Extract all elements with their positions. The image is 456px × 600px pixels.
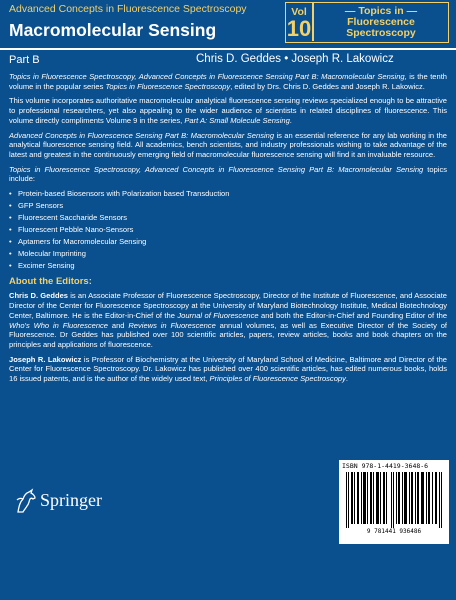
bullet: • [9,213,12,223]
bullet: • [9,225,12,235]
volume-badge [285,2,449,43]
topics-title: Topics in Fluorescence Spectroscopy, Advanced Concepts in Fluorescence Sensing Part B: Macromolecular Sensing [9,164,424,174]
topic-text: Molecular Imprinting [18,249,86,259]
header [0,0,456,48]
bullet: • [9,249,12,259]
geddes-whos-who: Who's Who in Fluorescence [9,320,109,330]
topic-text: Fluorescent Pebble Nano-Sensors [18,225,134,235]
editor-name: Chris D. Geddes [9,291,68,301]
geddes-text-2: and both the Editor-in-Chief and Founding Editor of the [258,310,448,320]
list-item [9,213,447,223]
topic-text: Aptamers for Macromolecular Sensing [18,237,147,247]
topic-text: GFP Sensors [18,201,64,211]
topic-text: Protein-based Biosensors with Polarization based Transduction [18,189,230,199]
topic-text: Excimer Sensing [18,261,75,271]
paragraph-topics-intro [9,165,447,184]
lakowicz-text-2: . [345,374,348,384]
list-item [9,201,447,211]
list-item [9,249,447,259]
audience-text: is an essential reference for any lab working in the analytical fluorescence sensing field. All academics, bench scientists, and industry professionals wishing to take advantage of the latest and greatest in the continuously emerging field of macromolecular fluorescence sensing will find it an invaluable resource. [9,130,447,159]
scope-companion: Part A: Small Molecule Sensing [184,115,290,125]
editor-name: Joseph R. Lakowicz [9,354,82,364]
list-item [9,189,447,199]
geddes-text-4: annual volumes, as well as Executive Director of the Society of Fluorescence. Dr Geddes has published over 100 scientific articles, papers, review articles, books and book chapters on the principles and applications of fluorescence. [9,320,448,349]
lakowicz-book: Principles of Fluorescence Spectroscopy [209,374,346,384]
scope-end: . [289,115,292,125]
paragraph-scope [9,96,447,125]
bullet: • [9,261,12,271]
scope-text: This volume incorporates authoritative macromolecular analytical fluorescence sensing reviews specialized enough to be attractive to professional researchers, yet also appealing to the wider audience of scientists in related disciplines of fluorescence. This volume directly compliments Volume 9 in the series, [9,96,447,125]
audience-title: Advanced Concepts in Fluorescence Sensing Part B: Macromolecular Sensing [9,130,275,140]
series-title: Advanced Concepts in Fluorescence Spectroscopy [9,3,247,15]
volume-label: Vol [291,6,307,18]
intro-text: is the tenth volume in the popular series [9,72,447,91]
springer-horse-icon [14,488,38,514]
geddes-journal: Journal of Fluorescence [177,310,259,320]
barcode-icon [344,472,444,528]
topics-intro-text: topics include: [9,164,447,184]
description [9,72,447,389]
ean-digits: 9 781441 936486 [366,528,422,535]
book-title: Macromolecular Sensing [9,20,217,40]
intro-title: Topics in Fluorescence Spectroscopy, Advanced Concepts in Fluorescence Sensing Part B: Macromolecular Sensing, [9,72,407,81]
intro-end: , edited by Drs. Chris D. Geddes and Joseph R. Lakowicz. [230,81,425,91]
geddes-reviews: Reviews in Fluorescence [128,320,216,330]
geddes-text-3: and [108,320,129,330]
list-item [9,225,447,235]
topics-list [9,189,447,271]
series-badge-line2: Fluorescence [347,16,415,28]
series-badge-line3: Spectroscopy [346,27,416,39]
isbn-text: ISBN 978-1-4419-3648-6 [342,462,429,470]
series-badge [316,5,446,41]
bullet: • [9,237,12,247]
geddes-text-1: is an Associate Professor of Fluorescence Spectroscopy, Director of the Institute of Fluorescence, and Associate Director of the Center for Fluorescence Spectroscopy at the University of Maryland Biotechnology Institute, Medical Biotechnology Center, Baltimore. He is the Editor-in-Chief of the [9,291,447,320]
isbn-barcode [339,460,449,544]
about-editors-heading: About the Editors: [9,275,92,287]
list-item [9,261,447,271]
volume-divider [312,3,314,41]
topic-text: Fluorescent Saccharide Sensors [18,213,128,223]
volume-number: 10 [286,16,312,41]
series-badge-line1: — Topics in — [344,5,418,17]
list-item [9,237,447,247]
paragraph-audience [9,131,447,160]
authors: Chris D. Geddes • Joseph R. Lakowicz [196,53,394,65]
part-label: Part B [9,54,40,66]
bullet: • [9,189,12,199]
bullet: • [9,201,12,211]
intro-series: Topics in Fluorescence Spectroscopy [105,81,231,91]
publisher-name: Springer [40,490,102,510]
paragraph-lakowicz [9,355,447,384]
publisher-logo [14,488,124,514]
paragraph-geddes [9,291,447,349]
paragraph-intro [9,72,447,91]
lakowicz-text-1: is Professor of Biochemistry at the University of Maryland School of Medicine, Baltimore and Director of the Center for Fluorescence Spectroscopy. Dr. Lakowicz has published over 400 scientific articles, has edited numerous books, holds 16 issued patents, and is the author of the widely used text, [9,354,447,384]
